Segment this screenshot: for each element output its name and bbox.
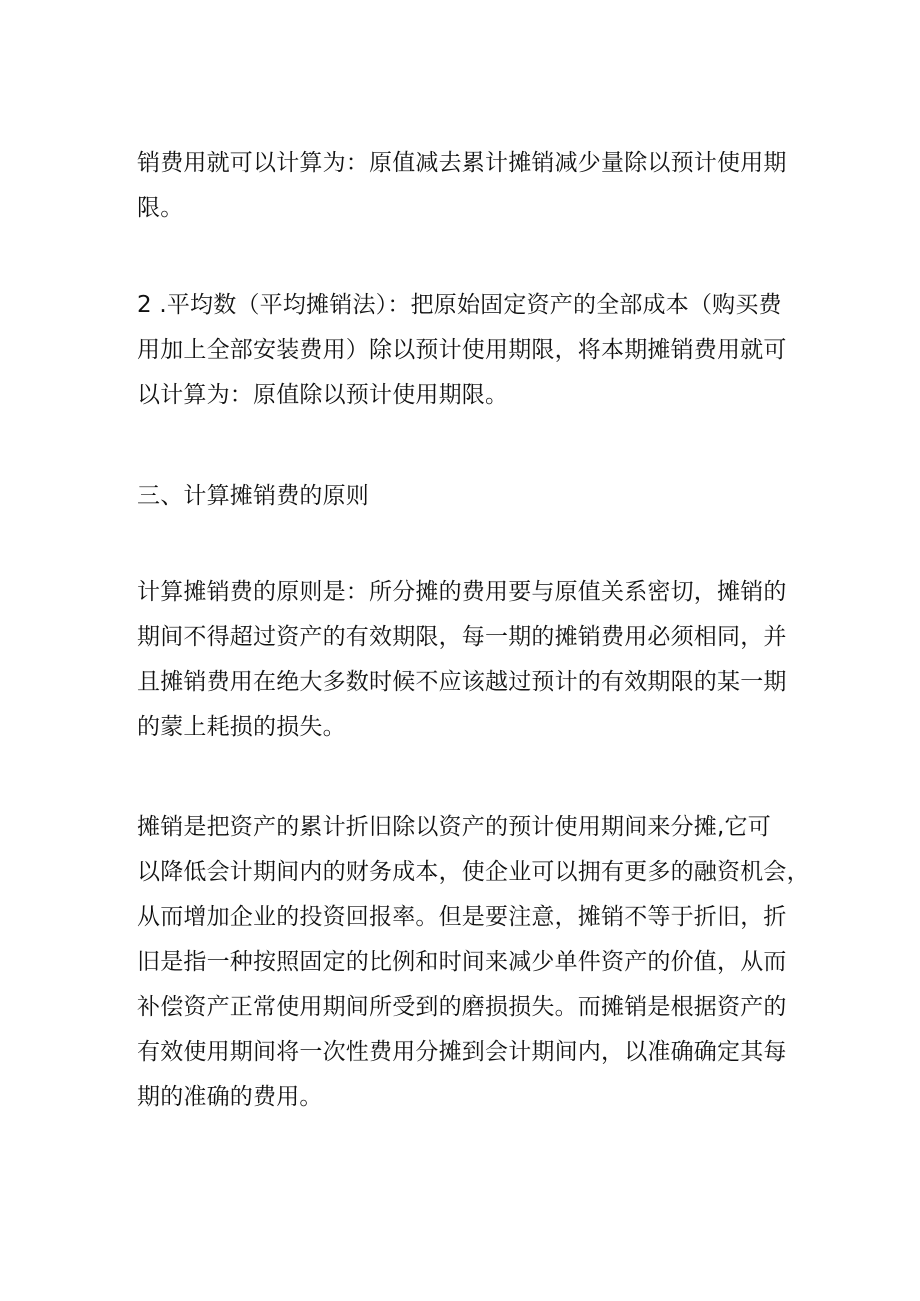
paragraph-amortization-principle: [137, 570, 797, 750]
text-line: 计算摊销费的原则是：所分摊的费用要与原值关系密切，摊销的: [137, 579, 787, 605]
text-line: 期间不得超过资产的有效期限，每一期的摊销费用必须相同，并: [137, 624, 787, 650]
text-line: 销费用就可以计算为：原值减去累计摊销减少量除以预计使用期: [137, 150, 787, 176]
text-line: 且摊销费用在绝大多数时候不应该越过预计的有效期限的某一期: [137, 669, 787, 695]
section-heading: [137, 474, 797, 519]
paragraph-straight-line-method-end: [137, 141, 797, 231]
text-line: 的蒙上耗损的损失。: [137, 714, 346, 740]
text-line: 摊销是把资产的累计折旧除以资产的预计使用期间来分摊,它可: [137, 814, 771, 840]
text-line: 有效使用期间将一次性费用分摊到会计期间内，以准确确定其每: [137, 1039, 787, 1065]
text-line: 用加上全部安装费用）除以预计使用期限，将本期摊销费用就可: [137, 337, 787, 363]
text-line: 从而增加企业的投资回报率。但是要注意，摊销不等于折旧，折: [137, 904, 787, 930]
paragraph-average-method: [137, 283, 797, 418]
text-line: 以计算为：原值除以预计使用期限。: [137, 382, 509, 408]
text-line: 期的准确的费用。: [137, 1084, 323, 1110]
text-line: 补偿资产正常使用期间所受到的磨损损失。而摊销是根据资产的: [137, 994, 787, 1020]
heading-text: 三、计算摊销费的原则: [137, 483, 369, 509]
paragraph-amortization-vs-depreciation: [137, 805, 810, 1120]
text-line: 旧是指一种按照固定的比例和时间来减少单件资产的价值，从而: [137, 949, 787, 975]
text-line: 以降低会计期间内的财务成本，使企业可以拥有更多的融资机会，: [137, 859, 810, 885]
text-line: 2 .平均数（平均摊销法）：把原始固定资产的全部成本（购买费: [137, 292, 782, 318]
text-line: 限。: [137, 195, 184, 221]
